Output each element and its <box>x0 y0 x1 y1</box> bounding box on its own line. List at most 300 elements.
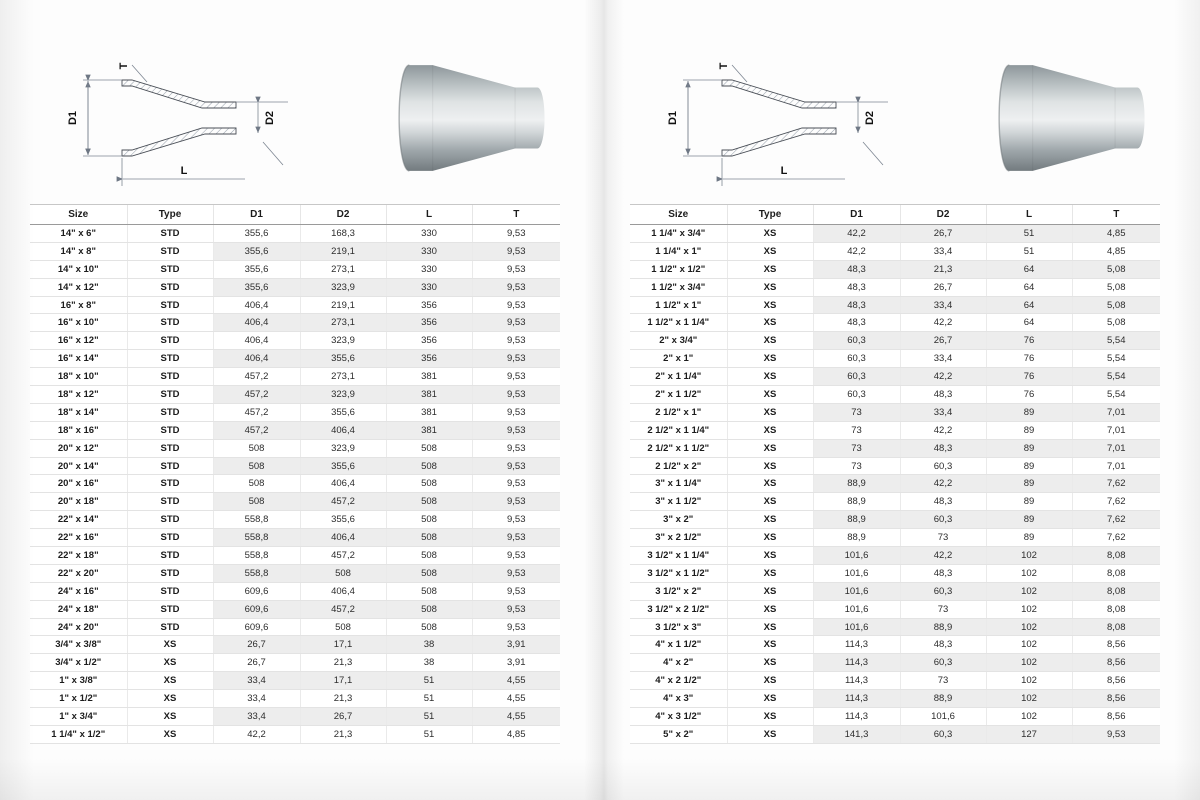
value-cell: 60,3 <box>813 368 900 386</box>
table-row <box>30 547 560 565</box>
size-cell: 3" x 1 1/2" <box>630 493 727 511</box>
value-cell: 102 <box>986 690 1072 708</box>
value-cell: 60,3 <box>900 457 986 475</box>
value-cell: 114,3 <box>813 690 900 708</box>
table-body-right <box>630 225 1160 744</box>
table-row <box>30 600 560 618</box>
value-cell: 508 <box>386 600 472 618</box>
value-cell: 51 <box>386 672 472 690</box>
value-cell: 355,6 <box>213 242 300 260</box>
size-cell: 24" x 20" <box>30 618 127 636</box>
value-cell: 406,4 <box>300 421 386 439</box>
column-header: D1 <box>213 205 300 225</box>
type-cell: XS <box>127 672 213 690</box>
table-row <box>30 511 560 529</box>
size-cell: 20" x 12" <box>30 439 127 457</box>
value-cell: 558,8 <box>213 564 300 582</box>
value-cell: 508 <box>386 493 472 511</box>
size-cell: 22" x 14" <box>30 511 127 529</box>
value-cell: 508 <box>386 547 472 565</box>
value-cell: 114,3 <box>813 708 900 726</box>
value-cell: 9,53 <box>472 421 560 439</box>
value-cell: 9,53 <box>472 260 560 278</box>
value-cell: 64 <box>986 314 1072 332</box>
value-cell: 508 <box>386 511 472 529</box>
value-cell: 355,6 <box>213 225 300 243</box>
value-cell: 508 <box>213 493 300 511</box>
value-cell: 9,53 <box>472 403 560 421</box>
type-cell: STD <box>127 260 213 278</box>
value-cell: 457,2 <box>213 368 300 386</box>
size-cell: 22" x 20" <box>30 564 127 582</box>
type-cell: XS <box>727 475 813 493</box>
value-cell: 355,6 <box>300 457 386 475</box>
value-cell: 273,1 <box>300 314 386 332</box>
value-cell: 5,54 <box>1072 350 1160 368</box>
value-cell: 102 <box>986 582 1072 600</box>
value-cell: 88,9 <box>813 493 900 511</box>
value-cell: 48,3 <box>813 278 900 296</box>
dim-t-label: T <box>718 62 730 70</box>
value-cell: 114,3 <box>813 636 900 654</box>
value-cell: 76 <box>986 350 1072 368</box>
value-cell: 9,53 <box>472 278 560 296</box>
value-cell: 76 <box>986 332 1072 350</box>
value-cell: 88,9 <box>813 511 900 529</box>
dim-l-label: L <box>180 165 188 177</box>
value-cell: 60,3 <box>813 386 900 404</box>
value-cell: 9,53 <box>472 314 560 332</box>
reducer-spec-table-right <box>630 204 1160 744</box>
value-cell: 168,3 <box>300 225 386 243</box>
size-cell: 2 1/2" x 2" <box>630 457 727 475</box>
reducer-dimension-diagram <box>650 52 920 192</box>
size-cell: 20" x 16" <box>30 475 127 493</box>
value-cell: 8,56 <box>1072 708 1160 726</box>
value-cell: 42,2 <box>900 368 986 386</box>
table-row <box>630 564 1160 582</box>
value-cell: 8,08 <box>1072 547 1160 565</box>
size-cell: 1 1/2" x 3/4" <box>630 278 727 296</box>
size-cell: 4" x 3" <box>630 690 727 708</box>
table-row <box>30 618 560 636</box>
size-cell: 3/4" x 3/8" <box>30 636 127 654</box>
table-row <box>30 672 560 690</box>
value-cell: 558,8 <box>213 529 300 547</box>
value-cell: 76 <box>986 386 1072 404</box>
value-cell: 51 <box>386 708 472 726</box>
value-cell: 5,54 <box>1072 386 1160 404</box>
value-cell: 38 <box>386 636 472 654</box>
value-cell: 219,1 <box>300 242 386 260</box>
value-cell: 330 <box>386 278 472 296</box>
value-cell: 102 <box>986 708 1072 726</box>
value-cell: 48,3 <box>900 386 986 404</box>
size-cell: 16" x 10" <box>30 314 127 332</box>
value-cell: 89 <box>986 493 1072 511</box>
value-cell: 8,08 <box>1072 564 1160 582</box>
value-cell: 508 <box>386 582 472 600</box>
size-cell: 24" x 18" <box>30 600 127 618</box>
value-cell: 355,6 <box>300 511 386 529</box>
column-header: D1 <box>813 205 900 225</box>
size-cell: 4" x 1 1/2" <box>630 636 727 654</box>
table-row <box>630 386 1160 404</box>
value-cell: 21,3 <box>300 654 386 672</box>
value-cell: 101,6 <box>813 582 900 600</box>
table-row <box>30 314 560 332</box>
type-cell: STD <box>127 350 213 368</box>
value-cell: 4,55 <box>472 690 560 708</box>
value-cell: 9,53 <box>472 511 560 529</box>
table-row <box>630 332 1160 350</box>
size-cell: 14" x 10" <box>30 260 127 278</box>
value-cell: 9,53 <box>472 493 560 511</box>
size-cell: 2 1/2" x 1 1/4" <box>630 421 727 439</box>
value-cell: 33,4 <box>900 242 986 260</box>
value-cell: 7,01 <box>1072 439 1160 457</box>
type-cell: STD <box>127 547 213 565</box>
value-cell: 508 <box>213 439 300 457</box>
size-cell: 16" x 12" <box>30 332 127 350</box>
value-cell: 330 <box>386 260 472 278</box>
value-cell: 3,91 <box>472 654 560 672</box>
value-cell: 9,53 <box>472 332 560 350</box>
value-cell: 406,4 <box>300 582 386 600</box>
value-cell: 508 <box>213 457 300 475</box>
value-cell: 273,1 <box>300 260 386 278</box>
value-cell: 9,53 <box>472 225 560 243</box>
value-cell: 9,53 <box>472 564 560 582</box>
table-row <box>30 242 560 260</box>
table-row <box>630 600 1160 618</box>
value-cell: 42,2 <box>213 725 300 743</box>
size-cell: 3/4" x 1/2" <box>30 654 127 672</box>
value-cell: 558,8 <box>213 547 300 565</box>
value-cell: 9,53 <box>472 547 560 565</box>
value-cell: 406,4 <box>213 314 300 332</box>
size-cell: 20" x 14" <box>30 457 127 475</box>
type-cell: STD <box>127 600 213 618</box>
value-cell: 48,3 <box>813 296 900 314</box>
size-cell: 3 1/2" x 2 1/2" <box>630 600 727 618</box>
table-row <box>30 260 560 278</box>
value-cell: 60,3 <box>900 654 986 672</box>
value-cell: 76 <box>986 368 1072 386</box>
value-cell: 42,2 <box>900 547 986 565</box>
value-cell: 51 <box>986 242 1072 260</box>
value-cell: 88,9 <box>900 690 986 708</box>
value-cell: 60,3 <box>813 332 900 350</box>
type-cell: STD <box>127 564 213 582</box>
size-cell: 18" x 14" <box>30 403 127 421</box>
value-cell: 89 <box>986 421 1072 439</box>
size-cell: 14" x 8" <box>30 242 127 260</box>
value-cell: 508 <box>213 475 300 493</box>
table-row <box>30 439 560 457</box>
type-cell: XS <box>727 636 813 654</box>
type-cell: STD <box>127 618 213 636</box>
value-cell: 457,2 <box>300 547 386 565</box>
value-cell: 89 <box>986 403 1072 421</box>
value-cell: 38 <box>386 654 472 672</box>
type-cell: XS <box>727 618 813 636</box>
table-row <box>30 690 560 708</box>
value-cell: 9,53 <box>472 296 560 314</box>
spec-table-container-right <box>630 204 1160 744</box>
value-cell: 102 <box>986 564 1072 582</box>
size-cell: 1 1/2" x 1" <box>630 296 727 314</box>
value-cell: 60,3 <box>900 582 986 600</box>
value-cell: 8,56 <box>1072 690 1160 708</box>
dim-d2-label: D2 <box>264 110 276 126</box>
value-cell: 51 <box>386 690 472 708</box>
table-row <box>630 529 1160 547</box>
reducer-spec-table-left <box>30 204 560 744</box>
value-cell: 508 <box>386 529 472 547</box>
table-row <box>630 708 1160 726</box>
table-row <box>630 493 1160 511</box>
spec-table-container-left <box>30 204 560 744</box>
size-cell: 4" x 2" <box>630 654 727 672</box>
table-row <box>630 350 1160 368</box>
table-row <box>630 725 1160 743</box>
value-cell: 88,9 <box>813 529 900 547</box>
value-cell: 8,56 <box>1072 672 1160 690</box>
table-row <box>30 654 560 672</box>
type-cell: STD <box>127 278 213 296</box>
value-cell: 273,1 <box>300 368 386 386</box>
value-cell: 381 <box>386 386 472 404</box>
value-cell: 355,6 <box>213 278 300 296</box>
value-cell: 42,2 <box>813 242 900 260</box>
table-row <box>30 225 560 243</box>
value-cell: 609,6 <box>213 600 300 618</box>
value-cell: 48,3 <box>900 636 986 654</box>
value-cell: 7,62 <box>1072 493 1160 511</box>
type-cell: XS <box>727 368 813 386</box>
value-cell: 4,85 <box>1072 225 1160 243</box>
value-cell: 51 <box>986 225 1072 243</box>
column-header: L <box>386 205 472 225</box>
value-cell: 101,6 <box>813 547 900 565</box>
type-cell: XS <box>727 225 813 243</box>
size-cell: 2 1/2" x 1 1/2" <box>630 439 727 457</box>
size-cell: 18" x 12" <box>30 386 127 404</box>
column-header: T <box>472 205 560 225</box>
value-cell: 88,9 <box>813 475 900 493</box>
column-header: T <box>1072 205 1160 225</box>
table-header-left <box>30 205 560 225</box>
reducer-dimension-diagram <box>50 52 320 192</box>
size-cell: 1 1/4" x 1/2" <box>30 725 127 743</box>
table-row <box>30 350 560 368</box>
value-cell: 101,6 <box>813 618 900 636</box>
value-cell: 73 <box>900 529 986 547</box>
value-cell: 48,3 <box>900 493 986 511</box>
value-cell: 8,08 <box>1072 618 1160 636</box>
value-cell: 89 <box>986 529 1072 547</box>
value-cell: 9,53 <box>472 600 560 618</box>
table-row <box>30 582 560 600</box>
value-cell: 101,6 <box>900 708 986 726</box>
value-cell: 9,53 <box>472 386 560 404</box>
value-cell: 8,56 <box>1072 636 1160 654</box>
size-cell: 22" x 16" <box>30 529 127 547</box>
table-row <box>30 457 560 475</box>
value-cell: 26,7 <box>900 332 986 350</box>
size-cell: 3 1/2" x 1 1/2" <box>630 564 727 582</box>
value-cell: 457,2 <box>300 493 386 511</box>
table-row <box>630 314 1160 332</box>
type-cell: XS <box>727 511 813 529</box>
size-cell: 16" x 8" <box>30 296 127 314</box>
value-cell: 26,7 <box>300 708 386 726</box>
table-row <box>30 636 560 654</box>
value-cell: 102 <box>986 636 1072 654</box>
table-row <box>30 386 560 404</box>
value-cell: 4,85 <box>1072 242 1160 260</box>
value-cell: 9,53 <box>472 242 560 260</box>
value-cell: 48,3 <box>813 314 900 332</box>
value-cell: 406,4 <box>213 296 300 314</box>
type-cell: XS <box>727 672 813 690</box>
value-cell: 323,9 <box>300 439 386 457</box>
value-cell: 381 <box>386 368 472 386</box>
table-row <box>30 564 560 582</box>
table-row <box>630 260 1160 278</box>
table-row <box>630 672 1160 690</box>
size-cell: 3" x 2" <box>630 511 727 529</box>
value-cell: 89 <box>986 475 1072 493</box>
value-cell: 48,3 <box>813 260 900 278</box>
dim-d1-label: D1 <box>67 110 79 126</box>
size-cell: 1" x 1/2" <box>30 690 127 708</box>
value-cell: 9,53 <box>472 439 560 457</box>
value-cell: 381 <box>386 403 472 421</box>
value-cell: 73 <box>813 421 900 439</box>
type-cell: XS <box>727 260 813 278</box>
value-cell: 4,55 <box>472 672 560 690</box>
value-cell: 26,7 <box>213 636 300 654</box>
value-cell: 26,7 <box>213 654 300 672</box>
column-header: D2 <box>900 205 986 225</box>
table-row <box>630 547 1160 565</box>
value-cell: 609,6 <box>213 618 300 636</box>
table-row <box>630 421 1160 439</box>
value-cell: 9,53 <box>472 350 560 368</box>
dim-l-label: L <box>780 165 788 177</box>
value-cell: 330 <box>386 225 472 243</box>
value-cell: 8,08 <box>1072 600 1160 618</box>
table-row <box>30 296 560 314</box>
size-cell: 24" x 16" <box>30 582 127 600</box>
value-cell: 60,3 <box>900 725 986 743</box>
size-cell: 3" x 1 1/4" <box>630 475 727 493</box>
table-row <box>630 457 1160 475</box>
type-cell: XS <box>127 725 213 743</box>
table-row <box>630 690 1160 708</box>
value-cell: 51 <box>386 725 472 743</box>
type-cell: STD <box>127 314 213 332</box>
type-cell: XS <box>727 386 813 404</box>
size-cell: 5" x 2" <box>630 725 727 743</box>
reducer-3d-image <box>992 58 1170 178</box>
type-cell: XS <box>727 725 813 743</box>
value-cell: 355,6 <box>300 403 386 421</box>
type-cell: STD <box>127 529 213 547</box>
value-cell: 3,91 <box>472 636 560 654</box>
value-cell: 9,53 <box>472 368 560 386</box>
type-cell: XS <box>727 421 813 439</box>
value-cell: 42,2 <box>900 314 986 332</box>
value-cell: 89 <box>986 511 1072 529</box>
value-cell: 7,01 <box>1072 403 1160 421</box>
type-cell: XS <box>727 600 813 618</box>
dim-t-label: T <box>118 62 130 70</box>
value-cell: 17,1 <box>300 636 386 654</box>
value-cell: 323,9 <box>300 332 386 350</box>
value-cell: 356 <box>386 332 472 350</box>
value-cell: 127 <box>986 725 1072 743</box>
value-cell: 356 <box>386 350 472 368</box>
value-cell: 73 <box>813 403 900 421</box>
value-cell: 102 <box>986 672 1072 690</box>
table-row <box>630 636 1160 654</box>
type-cell: STD <box>127 439 213 457</box>
size-cell: 1 1/2" x 1 1/4" <box>630 314 727 332</box>
size-cell: 3 1/2" x 3" <box>630 618 727 636</box>
header-row <box>30 205 560 225</box>
value-cell: 508 <box>386 439 472 457</box>
value-cell: 64 <box>986 260 1072 278</box>
value-cell: 323,9 <box>300 278 386 296</box>
value-cell: 457,2 <box>213 386 300 404</box>
value-cell: 73 <box>900 672 986 690</box>
table-row <box>630 278 1160 296</box>
size-cell: 22" x 18" <box>30 547 127 565</box>
value-cell: 5,08 <box>1072 278 1160 296</box>
type-cell: XS <box>727 314 813 332</box>
value-cell: 330 <box>386 242 472 260</box>
reducer-3d-image <box>392 58 570 178</box>
value-cell: 8,56 <box>1072 654 1160 672</box>
value-cell: 9,53 <box>472 457 560 475</box>
column-header: L <box>986 205 1072 225</box>
value-cell: 102 <box>986 600 1072 618</box>
value-cell: 48,3 <box>900 439 986 457</box>
value-cell: 406,4 <box>213 332 300 350</box>
type-cell: XS <box>127 708 213 726</box>
value-cell: 114,3 <box>813 672 900 690</box>
table-row <box>30 368 560 386</box>
value-cell: 21,3 <box>900 260 986 278</box>
type-cell: STD <box>127 386 213 404</box>
page-right <box>608 0 1200 800</box>
value-cell: 9,53 <box>472 475 560 493</box>
column-header: Size <box>30 205 127 225</box>
value-cell: 33,4 <box>213 708 300 726</box>
value-cell: 21,3 <box>300 690 386 708</box>
value-cell: 406,4 <box>300 475 386 493</box>
value-cell: 9,53 <box>1072 725 1160 743</box>
type-cell: XS <box>727 564 813 582</box>
type-cell: XS <box>727 547 813 565</box>
type-cell: STD <box>127 368 213 386</box>
value-cell: 26,7 <box>900 278 986 296</box>
table-row <box>30 421 560 439</box>
value-cell: 355,6 <box>300 350 386 368</box>
